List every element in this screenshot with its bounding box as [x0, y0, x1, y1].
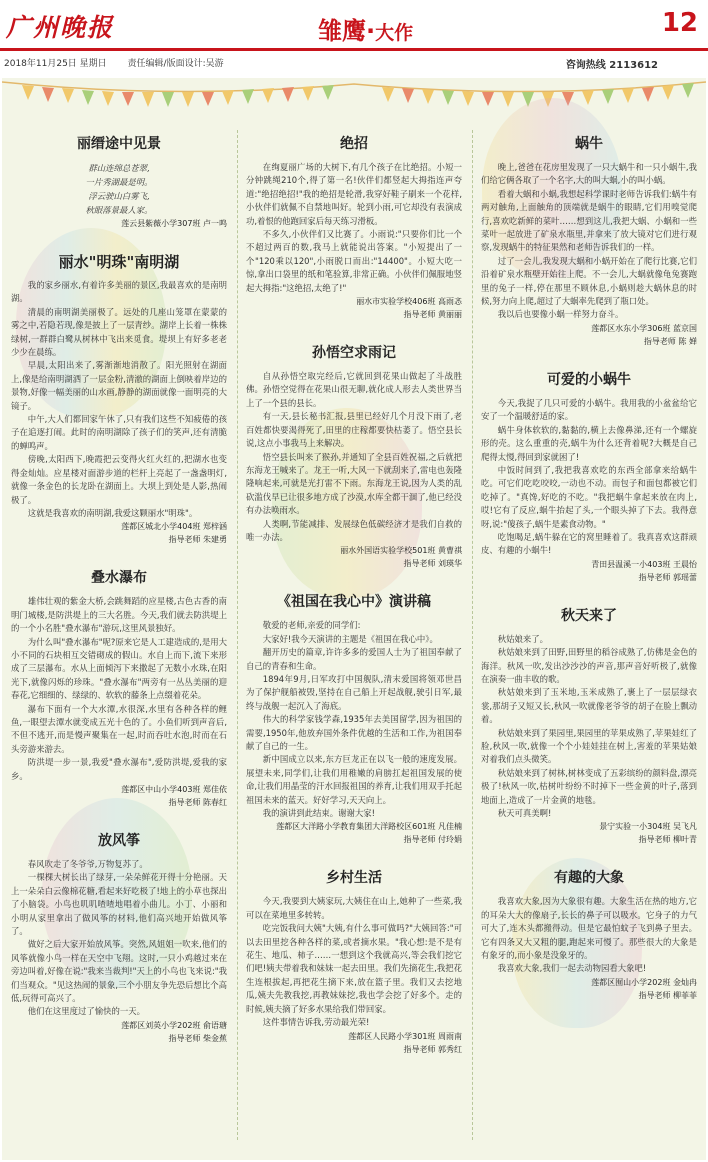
- byline: 莲都区囿山小学202班 金灿冉: [591, 977, 697, 987]
- column-middle: [237, 130, 471, 1078]
- byline: 莲都区人民路小学301班 周雨南: [348, 1031, 462, 1041]
- byline: 青田县温溪一小403班 王晨怡: [591, 559, 697, 569]
- article-title: 叠水瀑布: [91, 570, 147, 587]
- article-title: 可爱的小蜗牛: [547, 371, 631, 388]
- hotline: 咨询热线 2113612: [565, 60, 658, 71]
- article-autumn: 秋天来了 秋姑娘来了。 秋姑娘来到了田野,田野里的稻谷成熟了,仿佛是金色的海洋。秋风一吹,发出沙沙沙的声音,那声音好听极了,就像在演奏一曲丰收的歌。 秋姑娘来到了玉米地,玉米成熟了,裹上了一层层绿衣裳,那胡子又短又长,秋风一吹就像老爷爷的胡子在脸上飘动着。 秋姑娘来到了果园里,果园里的苹果成熟了,苹果娃红了脸,秋风一吹,就像一个个小娃娃挂在树上,害羞的苹果姑娘对着我们点头微笑。 秋姑娘来到了树林,树林变成了五彩缤纷的颜料盘,漂亮极了!秋风一吹,枯树叶纷纷不时掉下一些金黄的叶子,落到地面上,造成了一片金黄的地毯。 秋天可真美啊! 景宁实验一小304班 吴飞凡 指导老师 柳叶青: [481, 607, 697, 845]
- meta-row: [4, 56, 704, 70]
- article-motherland-speech: 《祖国在我心中》演讲稿 敬爱的老师,亲爱的同学们: 大家好!我今天演讲的主题是《祖国在我心中》。 翻开历史的篇章,许许多多的爱国人士为了祖国奉献了自己的青春和生命。 1894年9月,日军攻打中国舰队,清末爱国将领邓世昌为了保护舰船被毁,坚持在自己船上开起战舰,驶引日军,最终与战舰一起沉入了海底。 伟大的科学家钱学森,1935年去美国留学,因为祖国的需要,1950年,他放弃国外条件优越的生活和工作,为祖国奉献了自己的一生。 新中国成立以来,东方巨龙正在以飞一般的速度发展。展望未来,同学们,让我们用稚嫩的肩膀扛起祖国发展的使命,让我们用晶莹的汗水回报祖国的养育,让我们用双手托起祖国未来的蓝天。好好学习,天天向上。 我的演讲到此结束。谢谢大家! 莲都区大洋路小学教育集团大洋路校区601班 凡佳楠 指导老师 付玲娟: [246, 594, 462, 845]
- teacher-credit: 指导老师 付玲娟: [403, 835, 462, 845]
- byline: 丽水市实验学校406班 高雨忞: [356, 297, 462, 307]
- byline: 莲都区大洋路小学教育集团大洋路校区601班 凡佳楠: [276, 822, 462, 832]
- teacher-credit: 指导老师 陈 婵: [643, 336, 697, 346]
- section-name: 雏鹰: [318, 17, 366, 45]
- page-number: 12: [661, 8, 698, 38]
- article-title: 秋天来了: [561, 607, 617, 624]
- article-elephant: 有趣的大象 我喜欢大象,因为大象很有趣。大象生活在热的地方,它的耳朵大大的像扇子,长长的鼻子可以吸水。它身子的力气可大了,连木头都搬得动。但是它最怕蚊子飞到鼻子里去。它有四条又大又粗的腿,跑起来可慢了。那些很大的大象是有象牙的,而小象是没象牙的。 我喜欢大象,我们一起去动物园看大象吧! 莲都区囿山小学202班 金灿冉 指导老师 柳菲菲: [481, 870, 697, 1000]
- article-title: 丽缙途中见景: [77, 136, 161, 152]
- teacher-credit: 指导老师 柳菲菲: [638, 990, 697, 1000]
- teacher-credit: 指导老师 朱建勇: [168, 535, 227, 545]
- byline: 景宁实验一小304班 吴飞凡: [599, 822, 697, 832]
- article-lijin-trip: [11, 134, 227, 230]
- article-title: 绝招: [340, 136, 368, 152]
- article-title: 有趣的大象: [554, 870, 624, 887]
- article-waterfall: 叠水瀑布 雄伟壮观的紫金大桥,会跳舞蹈的应星楼,古色古香的南明门城楼,是防洪堤上的三大名胜。今天,我们就去防洪堤上的一个小名胜"叠水瀑布"游玩,这里风景独好。 为什么叫"叠水瀑布"呢?原来它是人工建造成的,是用大小不同的石块相互交错砌成的假山。水自上而下,流下来形成了三层瀑布。水从上面倾泻下来撒起了无数小水珠,在阳光下,就像闪烁的珍珠。"叠水瀑布"两旁有一丛丛美丽的迎春花,它细细的、绿绿的、软软的藤条上点缀着花朵。 瀑布下面有一个大水潭,水很深,水里有各种各样的鲤鱼,一眼望去潭水就变成五光十色的了。小鱼们听到声音后,不但不逃开,而是慢声聚集在一起,时而吞吐水泡,时而在石头旁游来游去。 防洪堤一步一景,我爱"叠水瀑布",爱防洪堤,爱我的家乡。 莲都区中山小学403班 郑佳依 指导老师 陈春红: [11, 570, 227, 807]
- byline: 莲都区中山小学403班 郑佳依: [121, 785, 227, 794]
- article-monkey-king-rain: 孙悟空求雨记 自从孙悟空取完经后,它就回到花果山做起了斗战胜佛。孙悟空觉得在花果山很无聊,就化成人形去人类世界当上了一个县的县长。 有一天,县长秘书汇报,县里已经好几个月没下雨了,老百姓都快要渴得死了,田里的庄稼都要快枯萎了。悟空县长说,这点小事我马上来解决。 悟空县长叫来了猴孙,并通知了全县百姓祝福,之后就把东海龙王喊来了。龙王一听,大风一下就刮来了,雷电也轰隆隆响起来,可就是光打雷不下雨。东海龙王说,因为人类的乱砍滥伐早已让很多地方成了沙漠,水库全都干涸了,他已经没有办法唤雨水。 人类啊,节能减排、发展绿色低碳经济才是我们自救的唯一办法。 丽水外国语实验学校501班 黄曹祺 指导老师 刘瑛华: [246, 345, 462, 569]
- article-title: 《祖国在我心中》演讲稿: [277, 594, 431, 611]
- section-title: 雏鹰·大作: [318, 17, 414, 45]
- article-nanming-lake: 丽水"明珠"南明湖 我的家乡丽水,有着许多美丽的景区,我最喜欢的是南明湖。 清晨的南明湖美丽极了。远处的几座山笼罩在蒙蒙的雾之中,若隐若现,像是披上了一层青纱。湖岸上长着一株株绿树,一群群白鹭从树林中飞出来觅食。堤坝上有好多老老少少在晨练。 早晨,太阳出来了,雾渐渐地消散了。阳光照射在湖面上,像是给南明湖洒了一层金粉,清澈的湖面上倒映着岸边的景物,好像一幅美丽的山水画,静静的湖面就像一面明亮的大镜子。 中午,大人们都回家午休了,只有我们这些不知疲倦的孩子在追逐打闹。此时的南明湖除了孩子们的笑声,还有清脆的蝉鸣声。 傍晚,太阳西下,晚霞把云变得火红火红的,把湖水也变得金灿灿。应星楼对面游步道的栏杆上亮起了一盏盏明灯,就像一条金色的长龙卧在湖面上。大坝上到处是人影,热闹极了。 这就是我喜欢的南明湖,我爱这颗丽水"明珠"。 莲都区城北小学404班 郑梓涵 指导老师 朱建勇: [11, 253, 227, 545]
- column-left: [2, 130, 236, 1067]
- article-village-life: 乡村生活 今天,我要到大姨家玩,大姨住在山上,她种了一些菜,我可以在菜地里多转转。 吃完饭我问大姨"大姨,有什么事可做吗?"大姨回答:"可以去田里挖各种各样的菜,或者摘水果。"我心想:是不是有花生、地瓜、柿子……一想到这个我就高兴,等会我们挖它们吧!姨夫带着我和妹妹一起去田里。我们先摘花生,我把花生连根拔起,再把花生摘下来,放在篮子里。我们又去挖地瓜,姨夫先教我挖,再教妹妹挖,我也学会挖了好多个。走的时候,姨夫摘了好多水果给我们带回家。 这件事情告诉我,劳动最光荣! 莲都区人民路小学301班 周雨南 指导老师 郭秀红: [246, 870, 462, 1054]
- bunting-decoration: [2, 78, 706, 118]
- poem: 群山连绵总苍翠, 一片秀湖最是明。 浮云驶山白雾飞, 秋眼落景最人家。: [85, 163, 153, 215]
- article-title: 丽水"明珠"南明湖: [58, 253, 180, 271]
- article-snail: 蜗牛 晚上,爸爸在花房里发现了一只大蜗牛和一只小蜗牛,我们给它俩各取了一个名字,大的叫大蜗,小的叫小蜗。 看着大蜗和小蜗,我想起科学课时老师告诉我们:蜗牛有两对触角,上面触角的顶端就是蜗牛的眼睛,它们用嗅觉爬行,喜欢吃新鲜的菜叶……想到这儿,我把大蜗、小蜗和一些菜叶一起放进了矿泉水瓶里,并拿来了放大镜对它们进行观察,发现蜗牛的特征果然和老师告诉我们的一样。 过了一会儿,我发现大蜗和小蜗开始在了爬行比赛,它们沿着矿泉水瓶壁开始往上爬。不一会儿,大蜗就像龟兔赛跑里的兔子一样,停在那里不顾休息,小蜗则趁大蜗休息的时候,努力向上爬,超过了大蜗率先爬到了瓶口处。 我以后也要像小蜗一样努力奋斗。 莲都区水东小学306班 蓝京国 指导老师 陈 婵: [481, 136, 697, 346]
- issue-date: 2018年11月25日 星期日: [4, 59, 107, 69]
- header-rule: [0, 48, 708, 51]
- editor-credit: 责任编辑/版面设计:吴游: [127, 59, 224, 69]
- byline: 丽水外国语实验学校501班 黄曹祺: [340, 546, 462, 556]
- masthead: [0, 0, 708, 78]
- column-right: [472, 130, 706, 1024]
- article-kite: 放风筝 春风吹走了冬爷爷,万物复苏了。 一棵棵大树长出了绿芽,一朵朵鲜花开得十分艳丽。天上一朵朵白云像棉花糖,看起来好吃极了!地上的小草也探出了小脑袋。小鸟也叽叽喳喳地唱着小曲儿。小丁、小丽和小明从家里拿出了做风筝的材料,他们高兴地开始做风筝了。 做好之后大家开始放风筝。突然,风姐姐一吹来,他们的风筝就像小鸟一样在天空中飞翔。这时,一只小鸡越过来在旁边叫着,好像在说:"我来当裁判!"天上的小鸟也飞来说:"我们当观众。"见这热闹的景象,三个小朋友争先恐后想比个高低,玩得可高兴了。 他们在这里度过了愉快的一天。 莲都区刘英小学202班 俞语瑭 指导老师 柴金蕉: [11, 833, 227, 1043]
- byline: 莲都区刘英小学202班 俞语瑭: [121, 1020, 227, 1030]
- teacher-credit: 指导老师 郭秀红: [403, 1044, 462, 1054]
- byline: 莲都区城北小学404班 郑梓涵: [121, 522, 227, 532]
- article-title: 蜗牛: [575, 136, 603, 152]
- teacher-credit: 指导老师 柳叶青: [638, 835, 697, 845]
- newspaper-logo: 广州晚报: [6, 13, 115, 42]
- teacher-credit: 指导老师 刘瑛华: [403, 559, 462, 569]
- teacher-credit: 指导老师 黄丽丽: [403, 310, 462, 320]
- article-cute-snail: 可爱的小蜗牛 今天,我捉了几只可爱的小蜗牛。我用我的小盆盆给它安了一个温暖舒适的家。 蜗牛身体软软的,黏黏的,横上去像鼻涕,还有一个螺旋形的壳。这么重重的壳,蜗牛为什么还背着呢?大概是自己爬得太慢,得回到家就困了! 中饭时间到了,我把我喜欢吃的东西全部拿来给蜗牛吃。可它们吃吃咬咬,一动也不动。而包子和面包都被它们吃掉了。"真馋,好吃的不吃。"我把蜗牛拿起来放在肉上,哎!它有了反应,蜗牛抬起了头,一个眼头掉了下去。我得意呀,说:"傻孩子,蜗牛是素食动物。" 吃饱喝足,蜗牛躲在它的窝里睡着了。我真喜欢这群顽皮、有趣的小蜗牛! 青田县温溪一小403班 王晨怡 指导老师 郭瑶蕾: [481, 371, 697, 582]
- article-title: 孙悟空求雨记: [312, 345, 396, 362]
- byline: 莲云县紫薇小学307班 卢一鸣: [121, 219, 227, 228]
- article-title: 乡村生活: [326, 870, 382, 887]
- article-special-skill: 绝招 在绚夏丽广场的大树下,有几个孩子在比绝招。小短一分钟跳绳210个,得了第一名!伙伴们都竖起大拇指连声夸道:"绝招绝招!"我的绝招是轮滑,我穿好鞋子刷来一个花样,小伙伴们就佩不自禁地叫好。轮到小雨,可它却没有表演成功,着恨的他跑回家后每天练习滑板。 不多久,小伙伴们又比赛了。小雨说:"只要你们比一个不超过两百的数,我马上就能说出答案。"小短提出了一个"120乘以120",小雨脱口而出:"14400"。小短大吃一惊,拿出口袋里的纸和笔验算,非常正确。小伙伴们佩服地竖起大拇指:"这绝招,太绝了!" 丽水市实验学校406班 高雨忞 指导老师 黄丽丽: [246, 136, 462, 320]
- article-title: 放风筝: [98, 833, 140, 849]
- teacher-credit: 指导老师 郭瑶蕾: [638, 572, 697, 582]
- section-sub: 大作: [375, 22, 414, 44]
- teacher-credit: 指导老师 陈春红: [168, 798, 227, 807]
- teacher-credit: 指导老师 柴金蕉: [168, 1033, 227, 1043]
- byline: 莲都区水东小学306班 蓝京国: [591, 323, 697, 333]
